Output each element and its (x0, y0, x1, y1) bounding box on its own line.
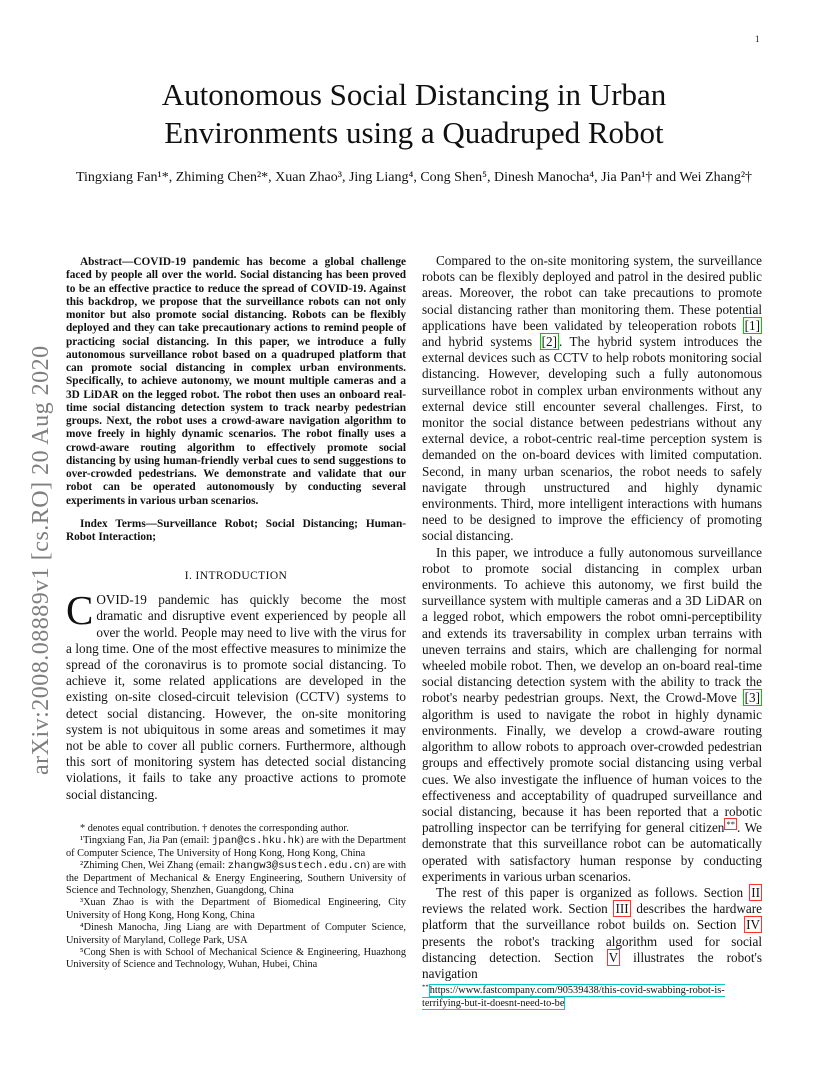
fn1-email[interactable]: jpan@cs.hku.hk (211, 835, 301, 848)
url-footnote-link[interactable]: https://www.fastcompany.com/90539438/this-covid-swabbing-robot-is-terrifying-but-it-doesnt-need-to-be (422, 985, 725, 1009)
rp3-text-d: presents the robot's tracking algorithm used for social distancing detection. Section (422, 933, 762, 965)
rp1-text-c: . The hybrid system introduces the external devices such as CCTV to help robots monitoring social distancing. However, developing such a fully autonomous surveillance robot in complex urban environments without any external device still encounter several challenges. First, to monitor the social distance between pedestrians without any external device, a robot-centric real-time perception system is demanded on the on-board devices with limited computation. Second, in many urban scenarios, the robot needs to safely navigate through unstructured and highly dynamic environments. Third, more intelligent interactions with humans need to be designed to improve the efficiency of promoting social distancing. (422, 334, 762, 544)
footnote-equal: * denotes equal contribution. † denotes the corresponding author. (80, 822, 349, 834)
section-4-link[interactable]: IV (746, 917, 760, 933)
fn2-text: ²Zhiming Chen, Wei Zhang (email: (80, 860, 228, 872)
section-5-link[interactable]: V (608, 949, 619, 965)
title-line-1: Autonomous Social Distancing in Urban (161, 77, 667, 112)
title-line-2: Environments using a Quadruped Robot (164, 115, 664, 150)
affiliation-footnotes (66, 823, 406, 972)
rp1-text-b: and hybrid systems (422, 334, 540, 350)
section-2-link[interactable]: II (751, 884, 760, 900)
citation-1-link[interactable]: [1] (744, 317, 760, 333)
footnote-4: ⁴Dinesh Manocha, Jing Liang are with Department of Computer Science, University of Maryland, College Park, USA (66, 922, 406, 946)
url-footnote (422, 985, 762, 1010)
rp1-text-a: Compared to the on-site monitoring system, the surveillance robots can be flexibly deployed and patrol in the desired public areas. Moreover, the robot can take precautions to promote social distancing rather than monitoring them. These potential applications have been validated by teleoperation robots (422, 253, 762, 333)
left-column (66, 256, 406, 972)
right-paragraph-2 (422, 545, 762, 885)
rp3-text-c: describes the hardware platform that the surveillance robot builds on. Section (422, 901, 762, 933)
footnote-mark-link[interactable]: ** (726, 818, 735, 829)
fn1-text: ¹Tingxiang Fan, Jia Pan (email: (80, 835, 212, 847)
section-3-link[interactable]: III (615, 901, 629, 917)
arxiv-watermark: arXiv:2008.08889v1 [cs.RO] 20 Aug 2020 (28, 345, 54, 775)
page-number: 1 (755, 34, 760, 44)
right-paragraph-1 (422, 253, 762, 545)
rp2-text-a: In this paper, we introduce a fully autonomous surveillance robot to promote social distancing in complex urban environments. To achieve this autonomy, we first build the surveillance system with multiple cameras and a 3D LiDAR on a legged robot, which empowers the robot omni-perceptibility and extends its traversability in complex urban terrains with uneven terrains and stairs, which are challenging for normal wheeled mobile robot. Then, we develop an on-board real-time social distancing detection system with the ability to track the robot's nearby pedestrian groups. Next, the Crowd-Move (422, 544, 762, 706)
footnote-3: ³Xuan Zhao is with the Department of Biomedical Engineering, City University of Hong Kong, Hong Kong, China (66, 897, 406, 921)
footnote-5: ⁵Cong Shen is with School of Mechanical Science & Engineering, Huazhong University of Science and Technology, Wuhan, Hubei, China (66, 946, 406, 971)
url-footnote-mark: ** (422, 983, 429, 991)
fn1-text-b: ) are with the Department of Computer Science, The University of Hong Kong, Hong Kong, China (66, 835, 406, 859)
rp2-text-c: . We demonstrate that this surveillance robot can be automatically operated with satisfactory human response by conducting experiments in various urban scenarios. (422, 820, 762, 884)
citation-3-link[interactable]: [3] (744, 690, 760, 706)
drop-cap: C (66, 587, 94, 634)
fn2-text-b: ) are with the Department of Mechanical & Energy Engineering, Southern University of Science and Technology, Shenzhen, Guangdong, China (66, 860, 407, 896)
rp3-text-a: The rest of this paper is organized as follows. Section (436, 884, 750, 900)
footnote-1 (66, 835, 406, 860)
footnote-2 (66, 860, 406, 897)
right-paragraph-3 (422, 885, 762, 982)
citation-2-link[interactable]: [2] (541, 334, 558, 350)
author-list: Tingxiang Fan¹*, Zhiming Chen²*, Xuan Zhao³, Jing Liang⁴, Cong Shen⁵, Dinesh Manocha⁴, Jia Pan¹† and Wei Zhang²† (75, 170, 753, 185)
right-column (422, 253, 762, 982)
rp2-text-b: algorithm is used to navigate the robot in highly dynamic environments. Finally, we develop a crowd-aware routing algorithm to allow robots to approach over-crowded pedestrian groups and effectively promote social distancing using verbal cues. We also investigate the influence of human voices to the effectiveness and acceptability of quadruped surveillance and social distancing, because it has been reported that a robotic patrolling inspector can be terrifying for general citizen (422, 706, 762, 836)
abstract: Abstract—COVID-19 pandemic has become a global challenge faced by people all over the world. Social distancing has been proved to be an effective practice to reduce the spread of COVID-19. Against this backdrop, we propose that the surveillance robots can not only monitor but also promote social distancing. Robots can be flexibly deployed and they can take precautionary actions to remind people of practicing social distancing. In this paper, we introduce a fully autonomous surveillance robot based on a quadruped platform that can promote social distancing in complex urban environments. Specifically, to achieve autonomy, we mount multiple cameras and a 3D LiDAR on the legged robot. The robot then uses an onboard real-time social distancing detection system to track nearby pedestrian groups. Next, the robot uses a crowd-aware navigation algorithm to move freely in highly dynamic scenarios. The robot finally uses a crowd-aware routing algorithm to effectively promote social distancing by using human-friendly verbal cues to send suggestions to over-crowded pedestrians. We demonstrate and validate that our robot can be operated autonomously by conducting several experiments in various urban scenarios. (66, 256, 406, 507)
fn2-email[interactable]: zhangw3@sustech.edu.cn (227, 860, 367, 873)
rp3-text-b: reviews the related work. Section (422, 901, 614, 917)
index-terms: Index Terms—Surveillance Robot; Social Distancing; Human-Robot Interaction; (66, 517, 406, 543)
section-heading-introduction: I. INTRODUCTION (184, 570, 288, 583)
intro-text: OVID-19 pandemic has quickly become the most dramatic and disruptive event experienced by people all over the world. People may need to live with the virus for a long time. One of the most effective measures to minimize the spread of the coronavirus is to promote social distancing. To achieve it, some related applications are developed in the existing on-site closed-circuit television (CCTV) systems to detect social distancing. However, the on-site monitoring system is not ubiquitous in some areas and sometimes it may not be able to cover all public corners. Furthermore, although this sort of monitoring system has detected social distancing violations, it fails to take any proactive actions to promote social distancing. (66, 592, 406, 802)
paper-title (60, 76, 768, 152)
intro-paragraph (66, 587, 406, 803)
rp3-text-e: illustrates the robot's navigation (422, 949, 762, 981)
